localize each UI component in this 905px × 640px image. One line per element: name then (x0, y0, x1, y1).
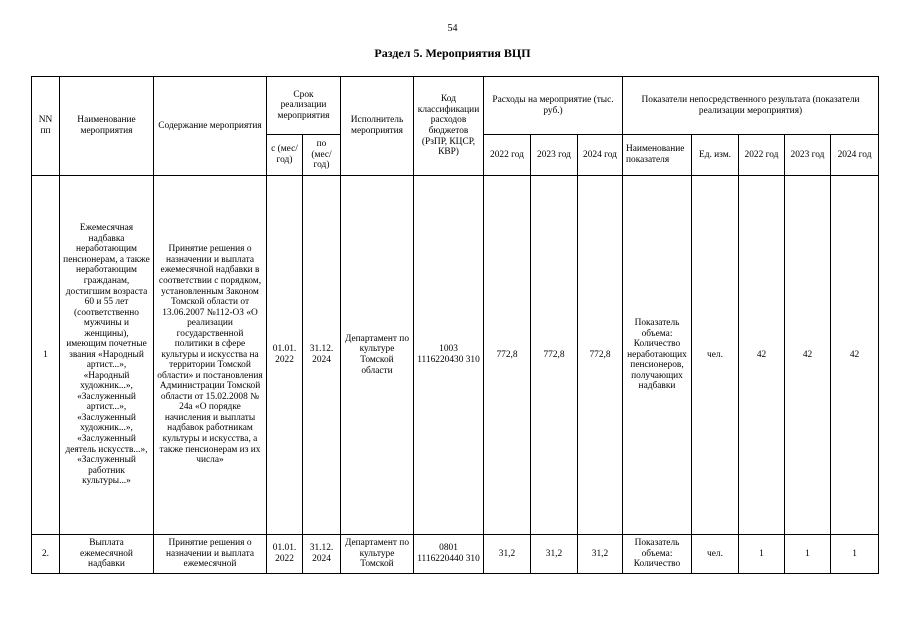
cell-exp-2024: 772,8 (578, 176, 623, 535)
col-header-term: Срок реализации мероприятия (267, 77, 341, 135)
col-header-results: Показатели непосредственного результата (показатели реализации мероприятия) (623, 77, 879, 135)
cell-res-2024: 42 (831, 176, 879, 535)
cell-code: 0801 1116220440 310 (414, 535, 484, 574)
cell-res-2023: 42 (785, 176, 831, 535)
cell-measure-content: Принятие решения о назначении и выплата ежемесячной надбавки в соответствии с порядком, установленным Законом Томской области от 13.06.2007 №112-ОЗ «О реализации государственной политики в сфере культуры и искусства на территории Томской области» и постановления Администрации Томской области от 15.02.2008 № 24а «О порядке начисления и выплаты надбавок работникам культуры и искусства, а также пенсионерам из их числа» (154, 176, 267, 535)
col-header-expenses: Расходы на мероприятие (тыс. руб.) (484, 77, 623, 135)
cell-nn: 2. (32, 535, 60, 574)
col-header-content: Содержание мероприятия (154, 77, 267, 176)
col-header-res-2024: 2024 год (831, 135, 879, 176)
col-header-indicator-name: Наименование показателя (623, 135, 692, 176)
col-header-name: Наименование мероприятия (60, 77, 154, 176)
cell-exp-2024: 31,2 (578, 535, 623, 574)
cell-measure-name: Ежемесячная надбавка неработающим пенсионерам, а также неработающим гражданам, достигшим возраста 60 и 55 лет (соответственно мужчины и женщины), имеющим почетные звания «Народный артист...», «Народный художник...», «Заслуженный артист...», «Заслуженный художник...», «Заслуженный деятель искусств...», «Заслуженный работник культуры...» (60, 176, 154, 535)
header-row-1 (32, 77, 879, 135)
col-header-exp-2022: 2022 год (484, 135, 531, 176)
cell-measure-name: Выплата ежемесячной надбавки (60, 535, 154, 574)
col-header-res-2023: 2023 год (785, 135, 831, 176)
cell-exp-2022: 772,8 (484, 176, 531, 535)
cell-res-2024: 1 (831, 535, 879, 574)
col-header-term-to: по (мес/год) (303, 135, 341, 176)
measures-table (31, 76, 879, 574)
col-header-nn: NN пп (32, 77, 60, 176)
col-header-unit: Ед. изм. (692, 135, 739, 176)
cell-res-2022: 42 (739, 176, 785, 535)
col-header-exp-2023: 2023 год (531, 135, 578, 176)
col-header-term-from: с (мес/год) (267, 135, 303, 176)
cell-indicator: Показатель объема: Количество (623, 535, 692, 574)
cell-unit: чел. (692, 535, 739, 574)
cell-exp-2023: 772,8 (531, 176, 578, 535)
cell-indicator: Показатель объема: Количество неработающих пенсионеров, получающих надбавки (623, 176, 692, 535)
cell-exp-2023: 31,2 (531, 535, 578, 574)
col-header-code: Код классификации расходов бюджетов (РзПР, КЦСР, КВР) (414, 77, 484, 176)
cell-term-to: 31.12. 2024 (303, 176, 341, 535)
cell-measure-content: Принятие решения о назначении и выплата ежемесячной (154, 535, 267, 574)
section-title: Раздел 5. Мероприятия ВЦП (374, 46, 531, 60)
col-header-res-2022: 2022 год (739, 135, 785, 176)
cell-exp-2022: 31,2 (484, 535, 531, 574)
cell-term-from: 01.01. 2022 (267, 176, 303, 535)
cell-term-from: 01.01. 2022 (267, 535, 303, 574)
table-row (32, 535, 879, 574)
col-header-executor: Исполнитель мероприятия (341, 77, 414, 176)
table-row (32, 176, 879, 535)
cell-unit: чел. (692, 176, 739, 535)
cell-code: 1003 1116220430 310 (414, 176, 484, 535)
cell-res-2022: 1 (739, 535, 785, 574)
cell-nn: 1 (32, 176, 60, 535)
cell-executor: Департамент по культуре Томской области (341, 176, 414, 535)
col-header-exp-2024: 2024 год (578, 135, 623, 176)
cell-term-to: 31.12. 2024 (303, 535, 341, 574)
cell-executor: Департамент по культуре Томской (341, 535, 414, 574)
page-number: 54 (447, 23, 458, 34)
cell-res-2023: 1 (785, 535, 831, 574)
